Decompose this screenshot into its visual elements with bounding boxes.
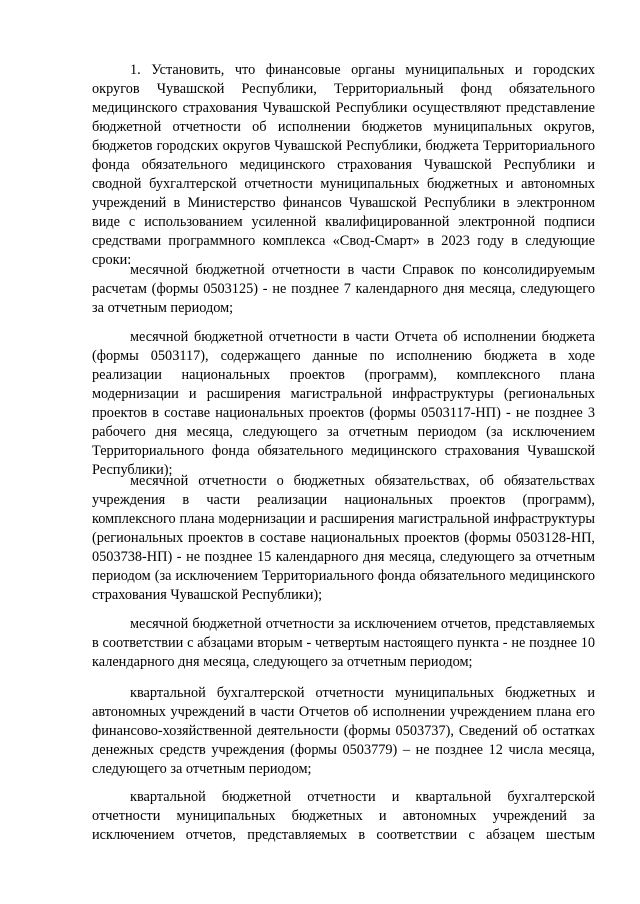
paragraph-3: месячной бюджетной отчетности в части Отчета об исполнении бюджета (формы 0503117), содержащего данные по исполнению бюджета в ходе реализации национальных проектов (программ), комплексного плана модернизации и расширения магистральной инфраструктуры (региональных проектов в составе национальных проектов (формы 0503117-НП) - не позднее 3 рабочего дня месяца, следующего за отчетным периодом (за исключением Территориального фонда обязательного медицинского страхования Чувашской Республики); xyxy=(92,329,595,478)
paragraph-4: месячной отчетности о бюджетных обязательствах, об обязательствах учреждения в части реализации национальных проектов (программ), комплексного плана модернизации и расширения магистральной инфраструктуры (региональных проектов в составе национальных проектов (формы 0503128-НП, 0503738-НП) - не позднее 15 календарного дня месяца, следующего за отчетным периодом (за исключением Территориального фонда обязательного медицинского страхования Чувашской Республики); xyxy=(92,473,595,603)
paragraph-6: квартальной бухгалтерской отчетности муниципальных бюджетных и автономных учреждений в части Отчетов об исполнении учреждением плана его финансово-хозяйственной деятельности (формы 0503737), Сведений об остатках денежных средств учреждения (формы 0503779) – не позднее 12 числа месяца, следующего за отчетным периодом; xyxy=(92,685,595,777)
paragraph-2: месячной бюджетной отчетности в части Справок по консолидируемым расчетам (формы 0503125) - не позднее 7 календарного дня месяца, следующего за отчетным периодом; xyxy=(92,262,595,316)
paragraph-1: 1. Установить, что финансовые органы муниципальных и городских округов Чувашской Республики, Территориальный фонд обязательного медицинского страхования Чувашской Республики осуществляют представление бюджетной отчетности об исполнении бюджетов муниципальных округов, бюджетов городских округов Чувашской Республики, бюджета Территориального фонда обязательного медицинского страхования Чувашской Республики и сводной бухгалтерской отчетности муниципальных бюджетных и автономных учреждений в Министерство финансов Чувашской Республики в электронном виде с использованием усиленной квалифицированной электронной подписи средствами программного комплекса «Свод-Смарт» в 2023 году в следующие сроки: xyxy=(92,62,595,268)
paragraph-7 xyxy=(92,788,595,845)
paragraph-7-line: квартальной бюджетной отчетности и квартальной бухгалтерской xyxy=(130,789,595,805)
paragraph-7-line: отчетности муниципальных бюджетных и автономных учреждений за xyxy=(92,808,595,824)
paragraph-7-line: исключением отчетов, представляемых в соответствии с абзацем шестым xyxy=(92,827,595,843)
paragraph-5: месячной бюджетной отчетности за исключением отчетов, представляемых в соответствии с абзацами вторым - четвертым настоящего пункта - не позднее 10 календарного дня месяца, следующего за отчетным периодом; xyxy=(92,616,595,670)
